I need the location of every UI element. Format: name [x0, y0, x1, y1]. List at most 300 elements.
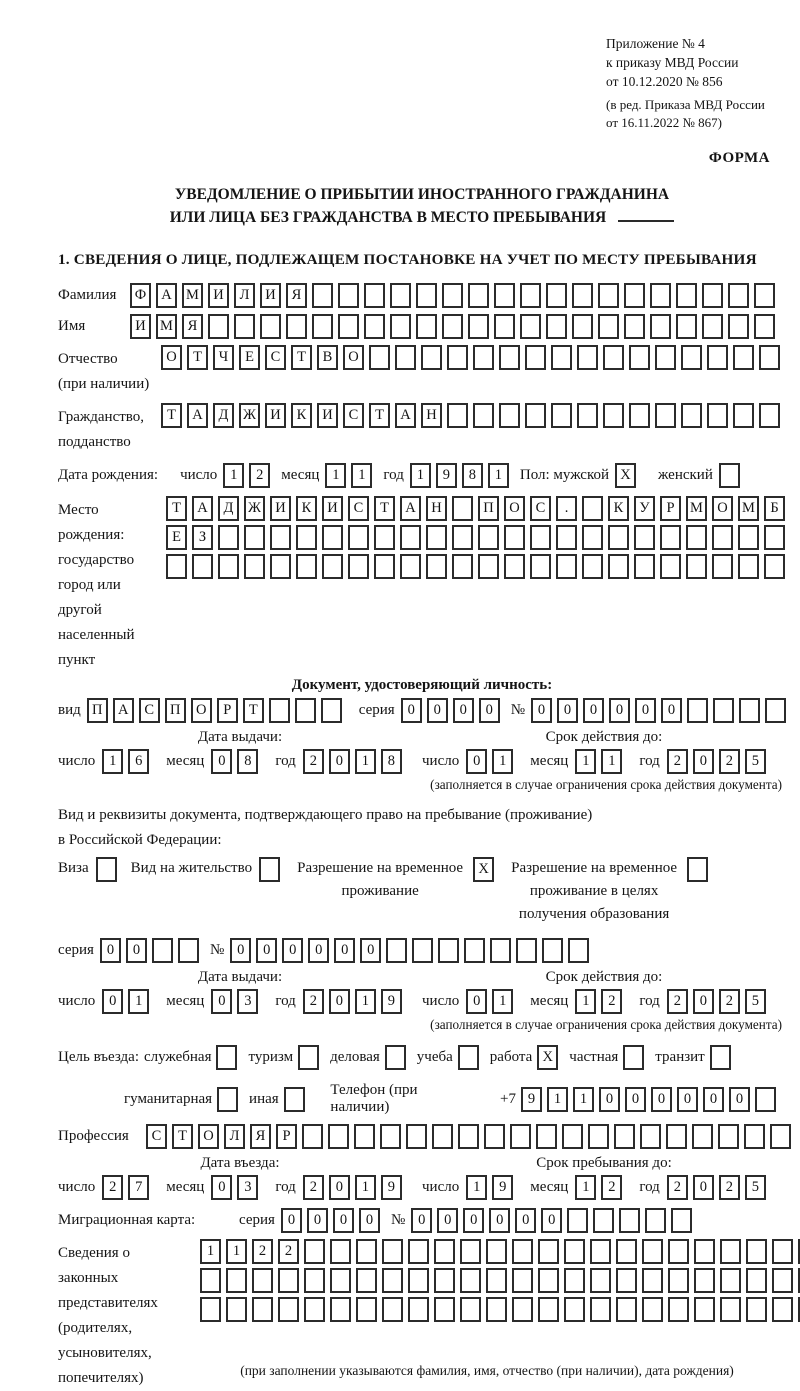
char-box	[270, 554, 291, 579]
char-box	[434, 1297, 455, 1322]
patronymic-boxes	[161, 345, 785, 370]
purpose-humanitarian-label: гуманитарная	[124, 1090, 213, 1107]
char-box	[772, 1239, 793, 1264]
purpose-label: Цель въезда:	[58, 1049, 139, 1065]
char-box	[330, 1239, 351, 1264]
checkbox-visa	[96, 857, 117, 882]
doc-number-boxes	[531, 698, 791, 723]
char-box	[754, 283, 775, 308]
char-box: 0	[541, 1208, 562, 1233]
representatives-labels: Сведения о законных представителях (родителях, усыновителях, попечителях)	[58, 1245, 158, 1386]
char-box: 0	[677, 1087, 698, 1112]
char-box	[568, 938, 589, 963]
char-box	[744, 1124, 765, 1149]
char-box: О	[504, 496, 525, 521]
char-box: 0	[230, 938, 251, 963]
char-box	[551, 403, 572, 428]
char-box: 5	[745, 989, 766, 1014]
checkbox-humanitarian	[217, 1087, 238, 1112]
char-box	[546, 283, 567, 308]
char-box	[702, 283, 723, 308]
char-box	[542, 938, 563, 963]
char-box: Е	[166, 525, 187, 550]
char-box	[645, 1208, 666, 1233]
char-box	[624, 314, 645, 339]
surname-row	[58, 283, 786, 308]
option-residence-permit: Вид на жительство	[131, 857, 280, 882]
char-box: 8	[462, 463, 483, 488]
char-box	[447, 403, 468, 428]
char-box: Н	[421, 403, 442, 428]
char-box: М	[182, 283, 203, 308]
name-row	[58, 314, 786, 339]
char-box: Е	[239, 345, 260, 370]
purpose-business-label: деловая	[330, 1049, 380, 1065]
birthplace-rows	[166, 496, 790, 673]
day-label: число	[58, 993, 96, 1009]
char-box	[226, 1268, 247, 1293]
char-box	[588, 1124, 609, 1149]
char-box	[562, 1124, 583, 1149]
char-box	[668, 1239, 689, 1264]
char-box: 1	[351, 463, 372, 488]
char-box	[178, 938, 199, 963]
char-box	[608, 554, 629, 579]
char-box	[642, 1297, 663, 1322]
char-box: 0	[453, 698, 474, 723]
char-box	[447, 345, 468, 370]
sex-male-label: Пол: мужской	[519, 467, 610, 483]
char-box: 1	[601, 749, 622, 774]
char-box: 0	[333, 1208, 354, 1233]
profession-label: Профессия	[58, 1128, 129, 1144]
char-box: 0	[489, 1208, 510, 1233]
doc-kind-boxes	[87, 698, 347, 723]
char-box	[416, 314, 437, 339]
year-label: год	[639, 753, 660, 769]
char-box: Д	[213, 403, 234, 428]
char-box: Ч	[213, 345, 234, 370]
purpose-other-label: иная	[249, 1090, 279, 1107]
migration-number-boxes	[411, 1208, 697, 1233]
char-box	[616, 1297, 637, 1322]
char-box: О	[191, 698, 212, 723]
char-box	[478, 525, 499, 550]
checkbox-temp-residence-education	[687, 857, 708, 882]
char-box	[765, 698, 786, 723]
char-box	[252, 1297, 273, 1322]
char-box: Н	[426, 496, 447, 521]
char-box	[546, 314, 567, 339]
char-box: 2	[102, 1175, 123, 1200]
char-box	[567, 1208, 588, 1233]
citizenship-row	[58, 403, 786, 455]
char-box	[629, 403, 650, 428]
char-box: А	[395, 403, 416, 428]
char-box	[720, 1239, 741, 1264]
char-box: Т	[172, 1124, 193, 1149]
char-box	[382, 1268, 403, 1293]
char-box	[200, 1297, 221, 1322]
char-box: Т	[161, 403, 182, 428]
char-box: 0	[729, 1087, 750, 1112]
char-box: 0	[625, 1087, 646, 1112]
char-box	[590, 1297, 611, 1322]
residence-valid-col	[422, 969, 786, 1014]
month-label: месяц	[530, 993, 569, 1009]
purpose-row1	[58, 1045, 786, 1070]
day-label: число	[58, 753, 96, 769]
char-box: 3	[237, 1175, 258, 1200]
char-box	[278, 1268, 299, 1293]
char-box: 3	[237, 989, 258, 1014]
char-box	[520, 283, 541, 308]
char-box: У	[634, 496, 655, 521]
char-box	[516, 938, 537, 963]
identity-doc-heading: Документ, удостоверяющий личность:	[291, 677, 553, 693]
sex-female-label: женский	[658, 467, 713, 483]
residence-valid-month-boxes	[575, 989, 627, 1014]
char-box: А	[113, 698, 134, 723]
char-box: 0	[256, 938, 277, 963]
char-box	[694, 1239, 715, 1264]
char-box: 1	[200, 1239, 221, 1264]
char-box	[252, 1268, 273, 1293]
char-box	[676, 314, 697, 339]
residence-series-row	[58, 938, 786, 963]
char-box: 0	[651, 1087, 672, 1112]
char-box: 0	[427, 698, 448, 723]
char-box: 0	[334, 938, 355, 963]
char-box	[668, 1268, 689, 1293]
char-box	[478, 554, 499, 579]
valid-year-boxes	[667, 749, 771, 774]
char-box	[746, 1297, 767, 1322]
char-box	[624, 283, 645, 308]
stay-day-boxes	[466, 1175, 518, 1200]
purpose-official-label: служебная	[143, 1049, 212, 1065]
char-box	[504, 525, 525, 550]
checkbox-business	[385, 1045, 406, 1070]
char-box	[525, 403, 546, 428]
char-box: 2	[278, 1239, 299, 1264]
char-box	[295, 698, 316, 723]
checkbox-temp-residence: X	[473, 857, 494, 882]
char-box: П	[87, 698, 108, 723]
title-blank-line	[618, 209, 674, 222]
char-box	[702, 314, 723, 339]
representatives-row1-boxes	[200, 1239, 800, 1264]
patronymic-row	[58, 345, 786, 397]
char-box	[321, 698, 342, 723]
char-box	[707, 345, 728, 370]
char-box	[754, 314, 775, 339]
char-box	[452, 525, 473, 550]
purpose-transit-label: транзит	[655, 1049, 705, 1065]
char-box: 1	[223, 463, 244, 488]
char-box: О	[198, 1124, 219, 1149]
birthplace-row3-boxes	[166, 554, 790, 579]
residence-number-label: №	[209, 942, 225, 958]
char-box	[614, 1124, 635, 1149]
phone-prefix: +7	[500, 1090, 516, 1107]
char-box: Ф	[130, 283, 151, 308]
char-box: 0	[102, 989, 123, 1014]
checkbox-transit	[710, 1045, 731, 1070]
char-box	[499, 403, 520, 428]
checkbox-tourism	[298, 1045, 319, 1070]
residence-series-label: серия	[58, 942, 94, 958]
char-box	[713, 698, 734, 723]
char-box: К	[608, 496, 629, 521]
char-box: А	[400, 496, 421, 521]
entry-day-boxes	[102, 1175, 154, 1200]
header-line: Приложение № 4	[606, 36, 705, 51]
char-box	[512, 1268, 533, 1293]
char-box: 1	[102, 749, 123, 774]
identity-doc-note: (заполняется в случае ограничения срока действия документа)	[430, 777, 782, 792]
char-box	[192, 554, 213, 579]
birthplace-block	[58, 496, 786, 673]
char-box: С	[139, 698, 160, 723]
residence-issue-day-boxes	[102, 989, 154, 1014]
char-box: 9	[381, 989, 402, 1014]
residence-number-boxes	[230, 938, 594, 963]
char-box	[564, 1239, 585, 1264]
purpose-row2	[58, 1082, 786, 1116]
char-box	[536, 1124, 557, 1149]
month-label: месяц	[166, 1179, 205, 1195]
char-box: 0	[583, 698, 604, 723]
birth-month-boxes	[325, 463, 377, 488]
migration-number-label: №	[390, 1212, 406, 1228]
residence-issue-year-boxes	[303, 989, 407, 1014]
birthdate-row	[58, 463, 786, 488]
char-box	[408, 1239, 429, 1264]
char-box: О	[161, 345, 182, 370]
char-box: 0	[411, 1208, 432, 1233]
char-box	[712, 554, 733, 579]
char-box: С	[343, 403, 364, 428]
char-box: 9	[436, 463, 457, 488]
char-box	[755, 1087, 776, 1112]
citizenship-boxes	[161, 403, 785, 428]
char-box	[707, 403, 728, 428]
char-box: И	[322, 496, 343, 521]
char-box	[666, 1124, 687, 1149]
char-box: Д	[218, 496, 239, 521]
residence-doc-line1: Вид и реквизиты документа, подтверждающего право на пребывание (проживание)	[58, 807, 593, 823]
char-box: 1	[575, 749, 596, 774]
residence-issue-col	[58, 969, 422, 1014]
char-box	[720, 1268, 741, 1293]
char-box	[432, 1124, 453, 1149]
char-box	[400, 554, 421, 579]
char-box: 0	[308, 938, 329, 963]
char-box: 0	[635, 698, 656, 723]
char-box: 8	[381, 749, 402, 774]
char-box	[746, 1239, 767, 1264]
char-box	[421, 345, 442, 370]
char-box: 1	[355, 1175, 376, 1200]
profession-row	[58, 1124, 786, 1149]
char-box: О	[343, 345, 364, 370]
checkbox-other	[284, 1087, 305, 1112]
identity-doc-dates	[58, 729, 786, 774]
char-box	[759, 403, 780, 428]
char-box	[530, 525, 551, 550]
char-box	[720, 1297, 741, 1322]
residence-doc-dates	[58, 969, 786, 1014]
char-box	[322, 525, 343, 550]
char-box: 0	[211, 1175, 232, 1200]
char-box	[152, 938, 173, 963]
char-box: 0	[329, 1175, 350, 1200]
char-box	[642, 1268, 663, 1293]
char-box	[619, 1208, 640, 1233]
char-box	[712, 525, 733, 550]
char-box	[746, 1268, 767, 1293]
char-box: .	[556, 496, 577, 521]
char-box	[364, 314, 385, 339]
char-box	[460, 1297, 481, 1322]
char-box: К	[296, 496, 317, 521]
year-label: год	[275, 1179, 296, 1195]
char-box	[616, 1268, 637, 1293]
char-box	[356, 1268, 377, 1293]
checkbox-sex-female	[719, 463, 740, 488]
char-box: Я	[182, 314, 203, 339]
char-box	[354, 1124, 375, 1149]
char-box: 0	[515, 1208, 536, 1233]
char-box: 0	[211, 749, 232, 774]
form-title-line1: УВЕДОМЛЕНИЕ О ПРИБЫТИИ ИНОСТРАННОГО ГРАЖДАНИНА	[174, 186, 670, 203]
char-box: 0	[463, 1208, 484, 1233]
char-box	[374, 525, 395, 550]
char-box	[464, 938, 485, 963]
char-box	[764, 525, 785, 550]
char-box	[512, 1297, 533, 1322]
char-box: 0	[661, 698, 682, 723]
char-box: 0	[329, 989, 350, 1014]
char-box: 1	[325, 463, 346, 488]
char-box	[686, 525, 707, 550]
char-box	[494, 283, 515, 308]
char-box: А	[187, 403, 208, 428]
char-box	[460, 1239, 481, 1264]
char-box: Т	[243, 698, 264, 723]
phone-label: Телефон (при наличии)	[330, 1082, 418, 1115]
char-box	[304, 1297, 325, 1322]
char-box	[634, 554, 655, 579]
char-box: П	[165, 698, 186, 723]
form-title-line2: ИЛИ ЛИЦА БЕЗ ГРАЖДАНСТВА В МЕСТО ПРЕБЫВАНИЯ	[58, 206, 786, 229]
entry-month-boxes	[211, 1175, 263, 1200]
char-box	[484, 1124, 505, 1149]
month-label: месяц	[281, 467, 320, 483]
representatives-row3-boxes	[200, 1297, 800, 1322]
residence-issue-month-boxes	[211, 989, 263, 1014]
char-box: 2	[719, 989, 740, 1014]
month-label: месяц	[530, 1179, 569, 1195]
char-box: М	[686, 496, 707, 521]
char-box: 1	[492, 989, 513, 1014]
doc-series-boxes	[401, 698, 505, 723]
char-box	[302, 1124, 323, 1149]
option-visa: Виза	[58, 857, 117, 882]
header-amend-line: от 16.11.2022 № 867)	[606, 115, 723, 130]
char-box: 0	[703, 1087, 724, 1112]
char-box: 2	[303, 1175, 324, 1200]
char-box	[681, 345, 702, 370]
year-label: год	[383, 467, 404, 483]
char-box: 0	[307, 1208, 328, 1233]
char-box	[738, 554, 759, 579]
issue-day-boxes	[102, 749, 154, 774]
char-box	[166, 554, 187, 579]
char-box	[244, 525, 265, 550]
char-box	[718, 1124, 739, 1149]
year-label: год	[275, 753, 296, 769]
char-box	[582, 525, 603, 550]
char-box	[452, 496, 473, 521]
char-box: 2	[249, 463, 270, 488]
char-box	[590, 1268, 611, 1293]
char-box	[530, 554, 551, 579]
char-box	[590, 1239, 611, 1264]
char-box	[564, 1268, 585, 1293]
representatives-note: (при заполнении указываются фамилия, имя, отчество (при наличии), дата рождения)	[240, 1363, 734, 1378]
char-box: 0	[693, 1175, 714, 1200]
forma-label: ФОРМА	[708, 150, 770, 166]
char-box	[330, 1268, 351, 1293]
char-box: Л	[234, 283, 255, 308]
char-box	[468, 283, 489, 308]
issue-date-heading: Дата выдачи:	[197, 729, 283, 745]
char-box: 1	[575, 1175, 596, 1200]
char-box	[577, 345, 598, 370]
stay-until-col	[422, 1155, 786, 1200]
char-box	[382, 1239, 403, 1264]
char-box: 1	[410, 463, 431, 488]
char-box	[269, 698, 290, 723]
char-box: И	[317, 403, 338, 428]
char-box: 2	[252, 1239, 273, 1264]
char-box: 0	[282, 938, 303, 963]
char-box: О	[712, 496, 733, 521]
char-box: 0	[360, 938, 381, 963]
section1-heading: 1. СВЕДЕНИЯ О ЛИЦЕ, ПОДЛЕЖАЩЕМ ПОСТАНОВКЕ НА УЧЕТ ПО МЕСТУ ПРЕБЫВАНИЯ	[58, 251, 757, 268]
name-boxes	[130, 314, 780, 339]
char-box	[322, 554, 343, 579]
representatives-row2-boxes	[200, 1268, 800, 1293]
residence-valid-year-boxes	[667, 989, 771, 1014]
char-box: А	[192, 496, 213, 521]
day-label: число	[58, 1179, 96, 1195]
form-title	[58, 183, 786, 229]
char-box: 1	[488, 463, 509, 488]
char-box	[390, 314, 411, 339]
char-box: 2	[303, 989, 324, 1014]
char-box	[556, 554, 577, 579]
identity-doc-row	[58, 698, 786, 723]
char-box	[434, 1268, 455, 1293]
char-box	[304, 1268, 325, 1293]
year-label: год	[639, 993, 660, 1009]
char-box	[504, 554, 525, 579]
char-box	[728, 314, 749, 339]
char-box	[687, 698, 708, 723]
